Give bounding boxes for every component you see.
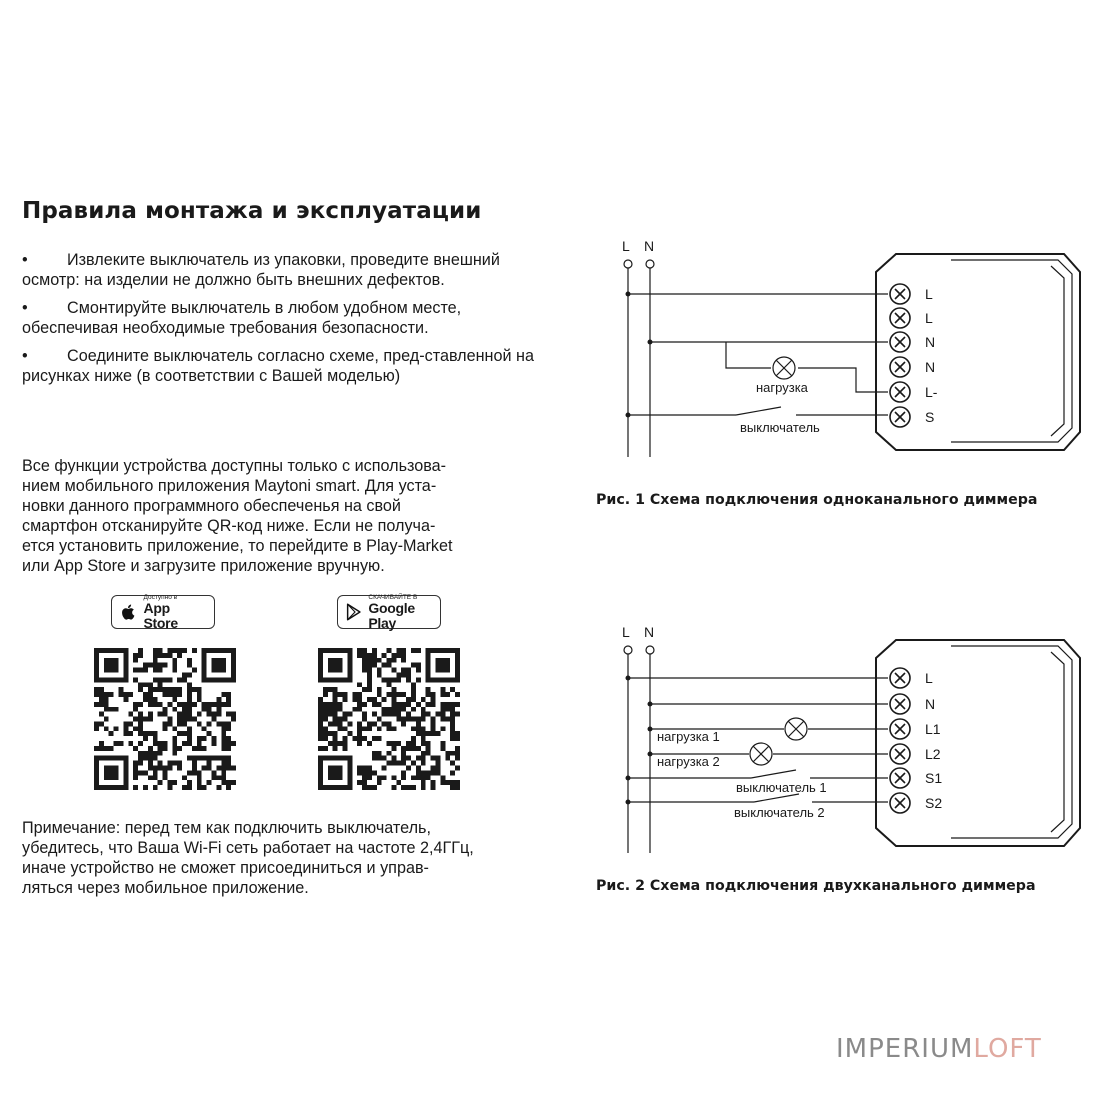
qr-finder-square xyxy=(94,648,128,682)
app-store-small-text: Доступно в xyxy=(143,593,178,601)
page-title: Правила монтажа и эксплуатации xyxy=(22,198,482,224)
load-2-label: нагрузка 2 xyxy=(657,754,720,769)
supply-label-l: L xyxy=(622,624,630,640)
watermark-part-2: LOFT xyxy=(973,1034,1042,1064)
bullet-marker: • xyxy=(22,251,28,269)
app-store-label: App Store xyxy=(143,599,178,631)
watermark-part-1: IMPERIUM xyxy=(836,1034,974,1064)
instruction-list xyxy=(22,250,542,394)
switch-1-label: выключатель 1 xyxy=(736,780,827,795)
list-item xyxy=(22,346,542,386)
note-paragraph: Примечание: перед тем как подключить выключатель, убедитесь, что Ваша Wi-Fi сеть работает на частоте 2,4ГГц, иначе устройство не сможет присоединиться и управ- ляться через мобильное приложение. xyxy=(22,819,474,897)
figure-2-caption: Рис. 2 Схема подключения двухканального диммера xyxy=(596,878,1036,894)
qr-finder-square xyxy=(94,756,128,790)
fig1-terminal-label: L xyxy=(925,310,933,326)
list-item xyxy=(22,250,542,290)
fig1-terminal-label: N xyxy=(925,334,936,350)
list-item-text: Извлеките выключатель из упаковки, проведите внешний осмотр: на изделии не должно быть внешних дефектов. xyxy=(22,251,500,289)
app-store-badge[interactable] xyxy=(111,595,215,629)
qr-finder-square xyxy=(426,648,460,682)
load-1-label: нагрузка 1 xyxy=(657,729,720,744)
fig2-terminal-label: S2 xyxy=(925,795,943,811)
bullet-marker: • xyxy=(22,347,28,365)
fig2-terminal-label: L xyxy=(925,670,933,686)
qr-finder-square xyxy=(318,756,352,790)
switch-label: выключатель xyxy=(740,420,820,435)
qr-code-google-play[interactable] xyxy=(318,648,460,790)
switch-2-label: выключатель 2 xyxy=(734,805,825,820)
google-play-small-text: СКАЧИВАЙТЕ В xyxy=(368,593,418,601)
fig2-terminal-label: S1 xyxy=(925,770,943,786)
wiring-diagram-dual-channel xyxy=(596,618,1096,858)
wiring-diagram-single-channel xyxy=(596,232,1096,462)
figure-1-caption: Рис. 1 Схема подключения одноканального диммера xyxy=(596,492,1038,508)
fig1-terminal-label: N xyxy=(925,359,936,375)
fig2-terminal-label: N xyxy=(925,696,936,712)
list-item xyxy=(22,298,542,338)
apple-icon xyxy=(120,602,138,622)
fig2-terminal-label: L2 xyxy=(925,746,941,762)
fig1-terminal-label: L- xyxy=(925,384,938,400)
qr-finder-square xyxy=(202,648,236,682)
fig1-terminal-label: L xyxy=(925,286,933,302)
list-item-text: Смонтируйте выключатель в любом удобном месте, обеспечивая необходимые требования безопасности. xyxy=(22,299,462,337)
bullet-marker: • xyxy=(22,299,28,317)
list-item-text: Соедините выключатель согласно схеме, пред-ставленной на рисунках ниже (в соответствии с Вашей моделью) xyxy=(22,347,534,385)
qr-finder-square xyxy=(318,648,352,682)
supply-label-n: N xyxy=(644,238,655,254)
watermark-logo xyxy=(836,1034,1042,1064)
google-play-badge[interactable] xyxy=(337,595,441,629)
play-icon xyxy=(346,601,362,623)
fig1-terminal-label: S xyxy=(925,409,935,425)
supply-label-l: L xyxy=(622,238,630,254)
app-intro-paragraph: Все функции устройства доступны только с использова- нием мобильного приложения Maytoni smart. Для уста- новки данного программного обеспеченья на свой смартфон отсканируйте QR-код ниже. Если не получа- ется установить приложение, то перейдите в Play-Market или App Store и загрузите приложение вручную. xyxy=(22,457,453,575)
fig2-terminal-label: L1 xyxy=(925,721,941,737)
supply-label-n: N xyxy=(644,624,655,640)
google-play-label: Google Play xyxy=(368,599,415,631)
qr-code-app-store[interactable] xyxy=(94,648,236,790)
load-label: нагрузка xyxy=(756,380,808,395)
